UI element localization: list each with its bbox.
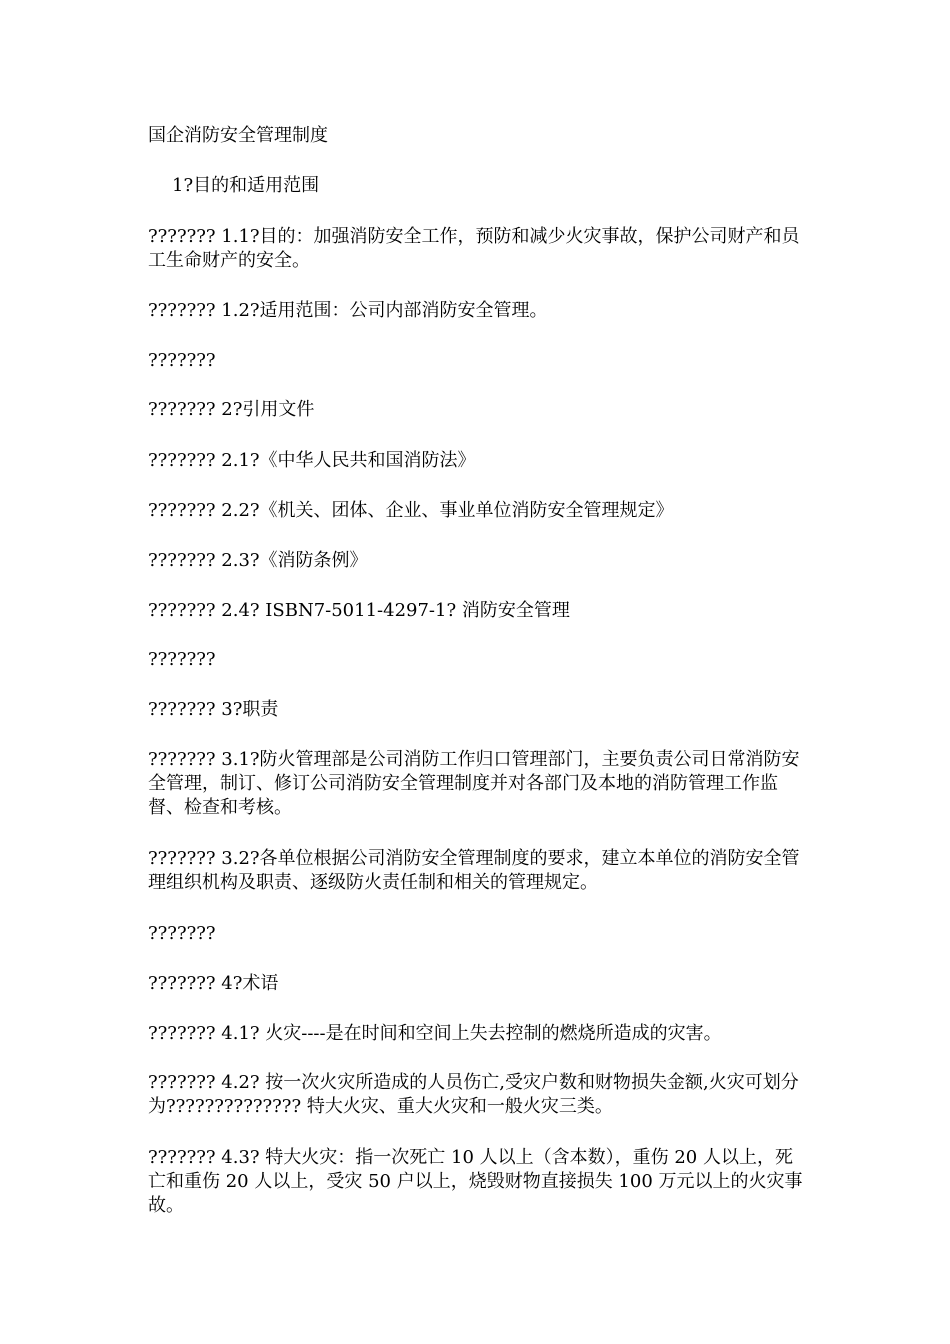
section-heading-4: ??????? 4?术语 bbox=[148, 973, 279, 994]
section-heading-3: ??????? 3?职责 bbox=[148, 699, 279, 720]
document-title: 国企消防安全管理制度 bbox=[148, 125, 328, 146]
paragraph-4-3: ??????? 4.3? 特大火灾：指一次死亡 10 人以上（含本数），重伤 20 人以上，死亡和重伤 20 人以上，受灾 50 户以上，烧毁财物直接损失 100 万元以上的火灾事故。 bbox=[148, 1147, 803, 1216]
paragraph-2-1: ??????? 2.1?《中华人民共和国消防法》 bbox=[148, 450, 476, 471]
paragraph-blank-1: ??????? bbox=[148, 350, 216, 371]
paragraph-2-2: ??????? 2.2?《机关、团体、企业、事业单位消防安全管理规定》 bbox=[148, 500, 674, 521]
paragraph-4-2: ??????? 4.2? 按一次火灾所造成的人员伤亡,受灾户数和财物损失金额,火灾可划分为?????????????? 特大火灾、重大火灾和一般火灾三类。 bbox=[148, 1072, 799, 1117]
paragraph-3-1: ??????? 3.1?防火管理部是公司消防工作归口管理部门，主要负责公司日常消防安全管理，制订、修订公司消防安全管理制度并对各部门及本地的消防管理工作监督、检查和考核。 bbox=[148, 749, 800, 818]
paragraph-2-3: ??????? 2.3?《消防条例》 bbox=[148, 550, 368, 571]
paragraph-blank-3: ??????? bbox=[148, 923, 216, 944]
paragraph-blank-2: ??????? bbox=[148, 649, 216, 670]
section-heading-2: ??????? 2?引用文件 bbox=[148, 399, 315, 420]
section-heading-1: 1?目的和适用范围 bbox=[172, 175, 320, 196]
paragraph-1-1: ??????? 1.1?目的：加强消防安全工作，预防和减少火灾事故，保护公司财产和员工生命财产的安全。 bbox=[148, 226, 800, 271]
paragraph-1-2: ??????? 1.2?适用范围：公司内部消防安全管理。 bbox=[148, 300, 548, 321]
paragraph-4-1: ??????? 4.1? 火灾----是在时间和空间上失去控制的燃烧所造成的灾害。 bbox=[148, 1023, 722, 1044]
paragraph-3-2: ??????? 3.2?各单位根据公司消防安全管理制度的要求，建立本单位的消防安全管理组织机构及职责、逐级防火责任制和相关的管理规定。 bbox=[148, 848, 800, 893]
paragraph-2-4: ??????? 2.4? ISBN7-5011-4297-1? 消防安全管理 bbox=[148, 600, 570, 621]
